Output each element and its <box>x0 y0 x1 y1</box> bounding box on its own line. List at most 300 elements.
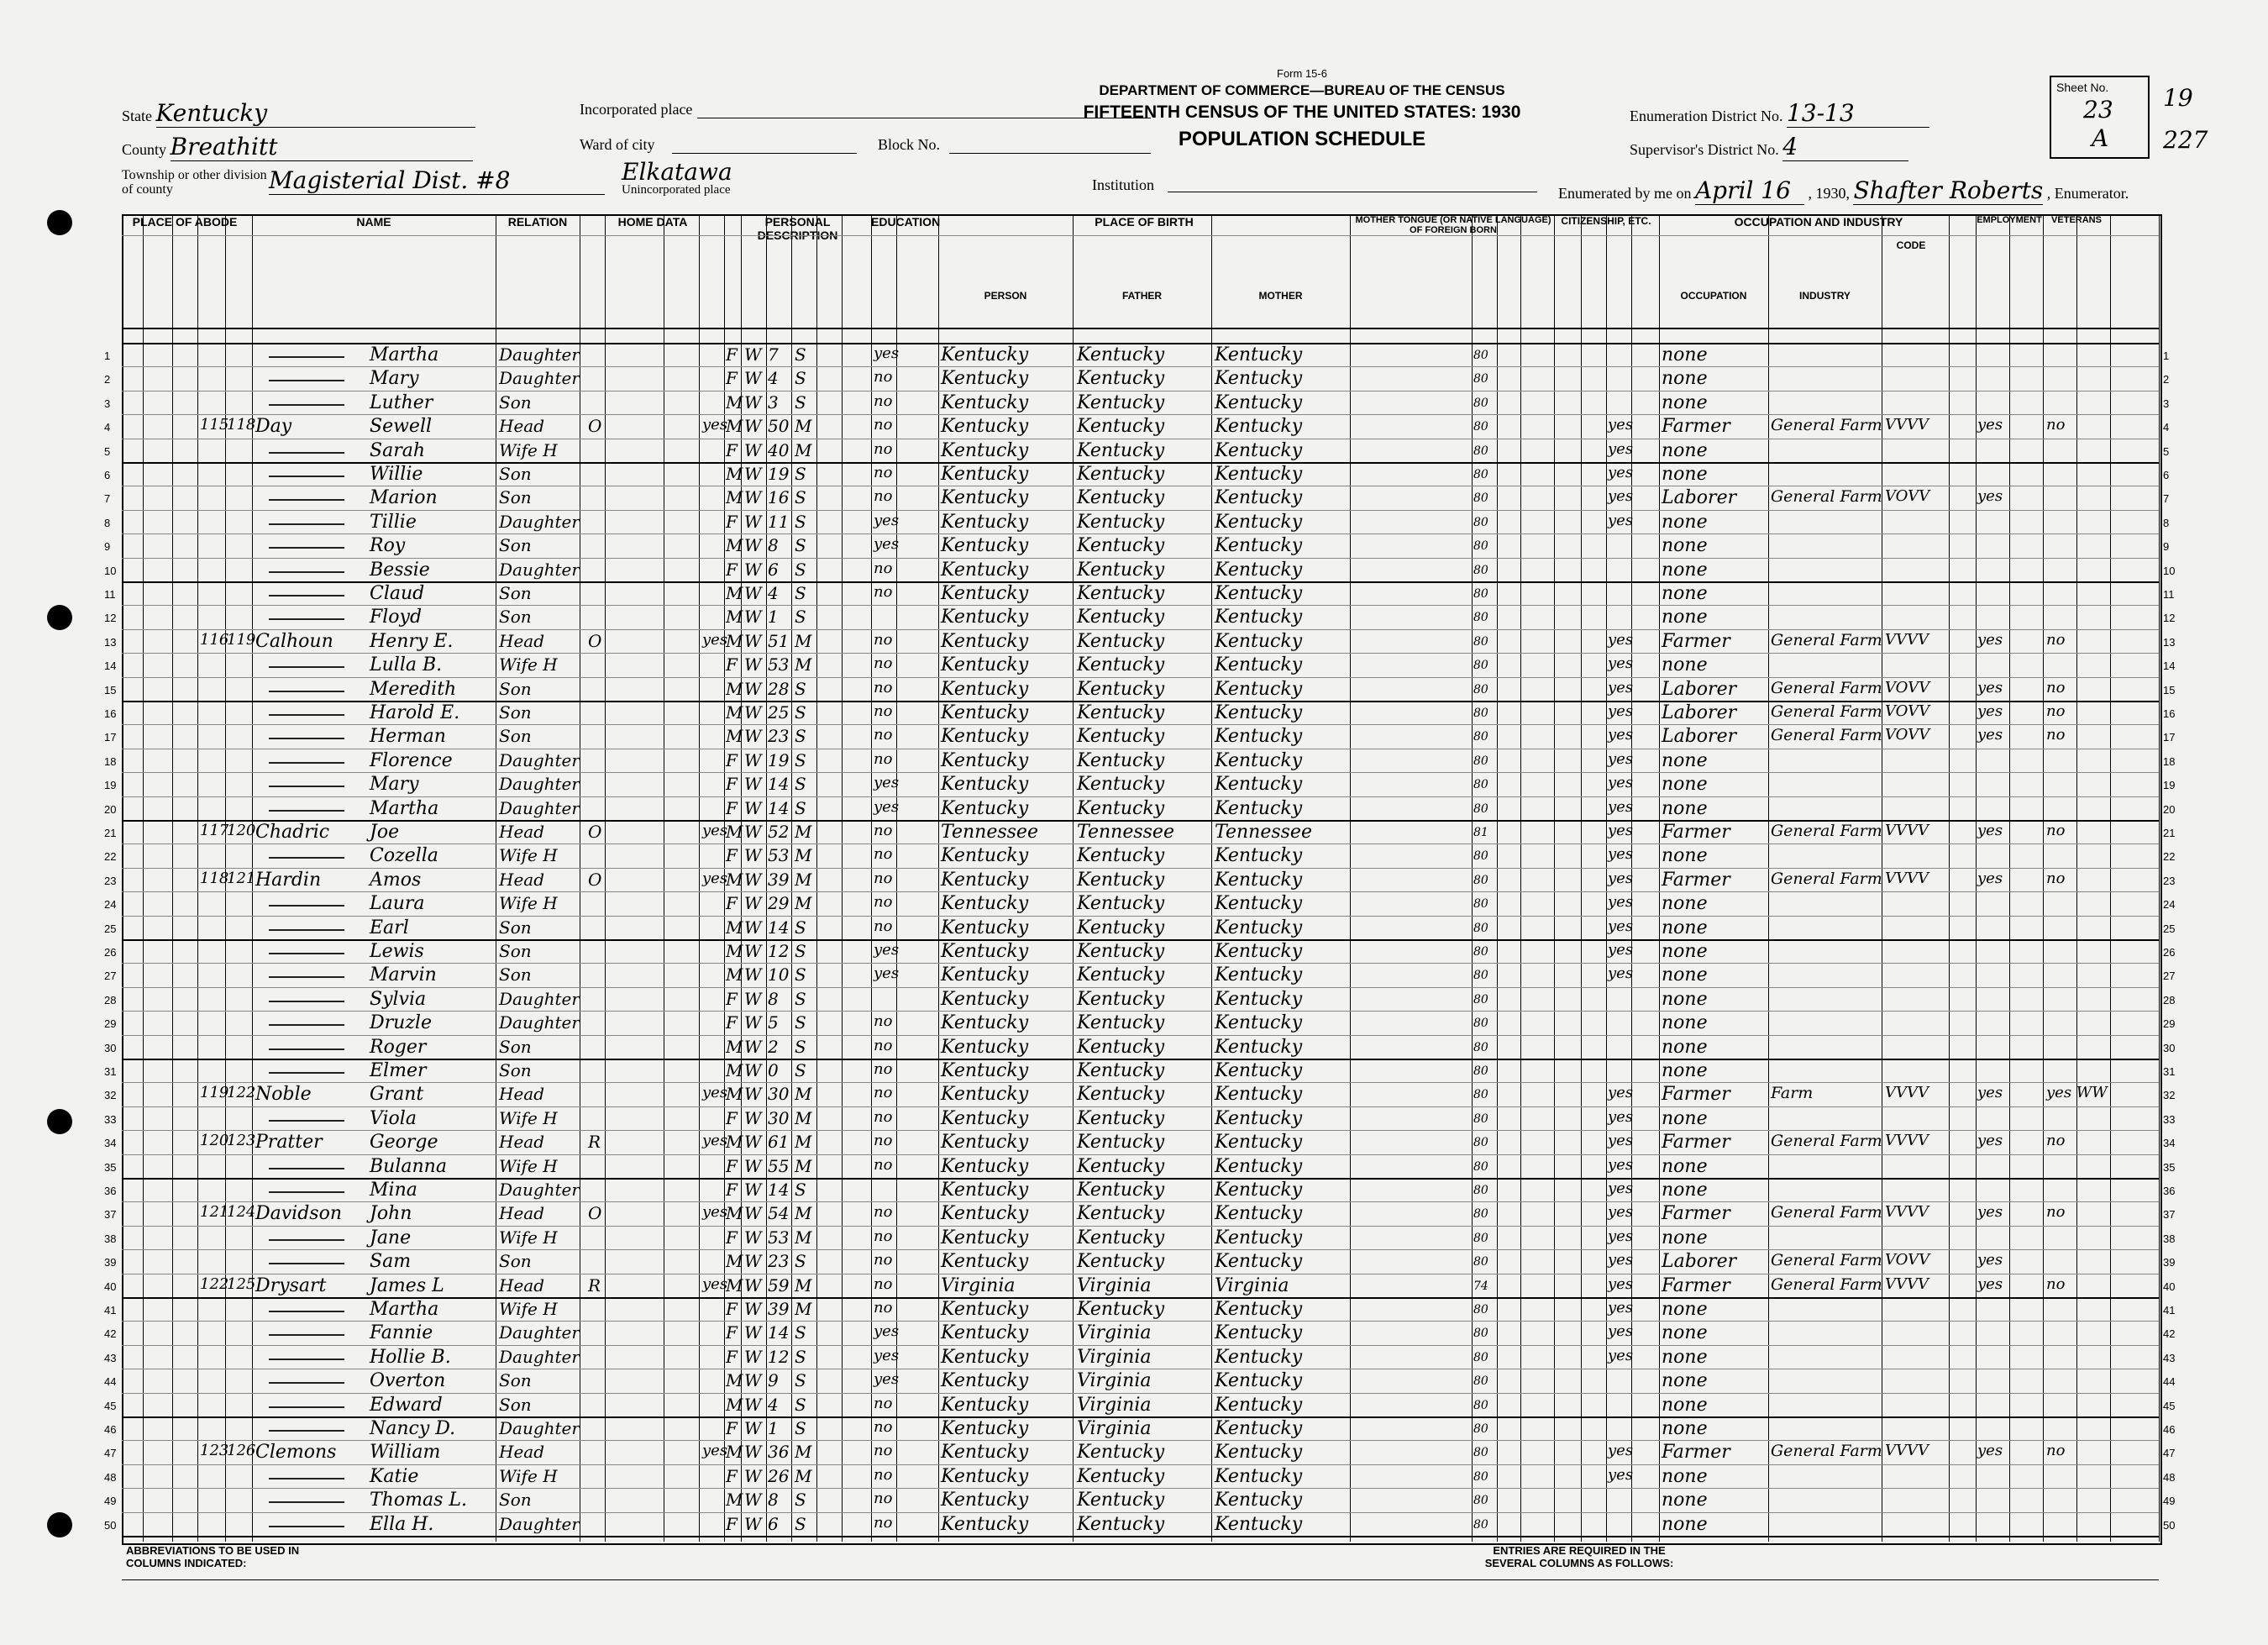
surname-dash <box>269 1168 344 1169</box>
column-rule <box>1976 214 1977 1542</box>
birth-code: 80 <box>1473 1064 1488 1078</box>
occupation: none <box>1662 1370 1708 1392</box>
employed: yes <box>1977 1274 2003 1293</box>
birth-code: 80 <box>1473 1136 1488 1150</box>
race: W <box>744 559 762 580</box>
occupation: none <box>1662 941 1708 962</box>
surname: Davidson <box>255 1203 343 1225</box>
age: 52 <box>768 822 790 842</box>
occupation-code: VVVV <box>1885 416 1929 434</box>
surname-dash <box>269 976 344 978</box>
birthplace-mother: Kentucky <box>1215 869 1303 891</box>
industry: General Farm <box>1771 1203 1882 1222</box>
surname-dash <box>269 1024 344 1026</box>
speaks-english: yes <box>1608 1132 1634 1150</box>
enum-district-label: Enumeration District No. <box>1630 108 1783 124</box>
birthplace-mother: Kentucky <box>1215 1490 1303 1511</box>
row-rule <box>122 1249 2159 1250</box>
school: no <box>874 1418 893 1436</box>
column-rule <box>1949 214 1950 1542</box>
sex: M <box>726 964 743 985</box>
birth-code: 80 <box>1473 992 1488 1006</box>
row-number: 7 <box>104 492 111 506</box>
row-rule <box>122 939 2159 941</box>
township-label: Township or other division of county <box>122 168 267 197</box>
speaks-english: yes <box>1608 439 1634 458</box>
subhead-code: CODE <box>1896 239 1926 251</box>
birthplace-person: Kentucky <box>941 1155 1029 1177</box>
birthplace-mother: Kentucky <box>1215 964 1303 986</box>
surname-dash <box>269 571 344 573</box>
surname-dash <box>269 810 344 812</box>
row-number-right: 33 <box>2163 1112 2176 1126</box>
surname: Day <box>255 416 292 438</box>
occupation: none <box>1662 1418 1708 1439</box>
sex: M <box>726 392 743 413</box>
birthplace-father: Kentucky <box>1077 1203 1165 1225</box>
age: 14 <box>768 797 790 818</box>
employed: yes <box>1977 678 2003 696</box>
occupation-code: VVVV <box>1885 1203 1929 1222</box>
occupation: Farmer <box>1662 869 1730 891</box>
row-number: 16 <box>104 707 117 720</box>
row-rule <box>122 891 2159 892</box>
marital: S <box>795 1346 806 1367</box>
row-number-right: 9 <box>2163 540 2170 554</box>
family-number: 126 <box>227 1442 256 1460</box>
surname-dash <box>269 547 344 549</box>
row-number: 4 <box>104 421 111 434</box>
birth-code: 80 <box>1473 611 1488 625</box>
row-number-right: 18 <box>2163 754 2176 768</box>
speaks-english: yes <box>1608 774 1634 792</box>
column-rule <box>1350 214 1351 1542</box>
industry: General Farm <box>1771 1274 1882 1294</box>
birthplace-person: Kentucky <box>941 964 1029 986</box>
relation: Son <box>499 702 532 723</box>
birthplace-father: Virginia <box>1077 1322 1152 1344</box>
speaks-english: yes <box>1608 1465 1634 1484</box>
birthplace-person: Kentucky <box>941 893 1029 915</box>
marital: M <box>795 869 812 890</box>
school: no <box>874 654 893 673</box>
family-number: 118 <box>227 416 256 434</box>
surname: Pratter <box>255 1132 323 1154</box>
column-rule <box>816 214 817 1542</box>
marital: M <box>795 822 812 842</box>
age: 8 <box>768 1490 779 1511</box>
given-name: Jane <box>370 1227 412 1248</box>
band-personal-description: PERSONAL DESCRIPTION <box>757 215 838 242</box>
dwelling-number: 119 <box>200 1084 229 1102</box>
race: W <box>744 964 762 985</box>
age: 23 <box>768 1251 790 1272</box>
veteran: no <box>2046 1132 2066 1150</box>
age: 1 <box>768 607 779 628</box>
school: no <box>874 583 893 601</box>
age: 12 <box>768 941 790 961</box>
home-owned: R <box>588 1132 601 1153</box>
birthplace-father: Kentucky <box>1077 464 1165 485</box>
marital: M <box>795 1107 812 1128</box>
employed: yes <box>1977 1203 2003 1222</box>
marital: M <box>795 1132 812 1153</box>
birthplace-father: Kentucky <box>1077 487 1165 509</box>
sex: M <box>726 1251 743 1272</box>
sex: F <box>726 1180 738 1200</box>
veteran: no <box>2046 702 2066 720</box>
marital: M <box>795 1155 812 1176</box>
race: W <box>744 1155 762 1176</box>
home-owned: O <box>588 869 602 890</box>
birthplace-father: Kentucky <box>1077 607 1165 628</box>
marital: S <box>795 988 806 1009</box>
school: yes <box>874 1370 900 1389</box>
sex: F <box>726 1107 738 1128</box>
relation: Wife H <box>499 439 558 460</box>
corner-number-2: 227 <box>2163 126 2208 154</box>
birthplace-father: Kentucky <box>1077 511 1165 533</box>
row-number: 21 <box>104 827 117 839</box>
relation: Head <box>499 1274 545 1296</box>
relation: Daughter <box>499 1513 580 1534</box>
row-rule <box>122 1393 2159 1394</box>
race: W <box>744 1299 762 1319</box>
band-education: EDUCATION <box>871 215 941 229</box>
age: 2 <box>768 1036 779 1057</box>
surname-dash <box>269 1001 344 1002</box>
age: 19 <box>768 749 790 770</box>
header-rule <box>122 328 2159 329</box>
birthplace-father: Kentucky <box>1077 1513 1165 1535</box>
row-number: 31 <box>104 1065 117 1078</box>
employed: yes <box>1977 416 2003 434</box>
supervisor-field <box>1630 133 1908 161</box>
birthplace-mother: Kentucky <box>1215 845 1303 867</box>
row-number-right: 14 <box>2163 660 2176 673</box>
row-number-right: 39 <box>2163 1256 2176 1269</box>
race: W <box>744 654 762 675</box>
school: no <box>874 917 893 935</box>
enum-district-field <box>1630 99 1929 128</box>
occupation: none <box>1662 1299 1708 1320</box>
relation: Daughter <box>499 797 580 818</box>
birth-code: 80 <box>1473 396 1488 410</box>
marital: S <box>795 774 806 795</box>
age: 12 <box>768 1346 790 1367</box>
birthplace-mother: Kentucky <box>1215 392 1303 413</box>
surname-dash <box>269 691 344 692</box>
band-place-of-birth: PLACE OF BIRTH <box>1095 215 1194 229</box>
marital: M <box>795 1299 812 1319</box>
occupation-code: VVVV <box>1885 1274 1929 1293</box>
race: W <box>744 845 762 866</box>
row-number-right: 30 <box>2163 1041 2176 1054</box>
birth-code: 80 <box>1473 659 1488 673</box>
birth-code: 80 <box>1473 1446 1488 1460</box>
speaks-english: yes <box>1608 464 1634 481</box>
birth-code: 80 <box>1473 897 1488 912</box>
speaks-english: yes <box>1608 917 1634 935</box>
sex: F <box>726 1227 738 1248</box>
veteran: yes WW <box>2046 1084 2108 1102</box>
birthplace-person: Kentucky <box>941 511 1029 533</box>
marital: S <box>795 487 806 508</box>
row-rule <box>122 510 2159 511</box>
birthplace-mother: Kentucky <box>1215 1180 1303 1201</box>
surname-dash <box>269 929 344 931</box>
race: W <box>744 1465 762 1486</box>
given-name: Overton <box>370 1370 446 1392</box>
birth-code: 80 <box>1473 1494 1488 1508</box>
surname-dash <box>269 1239 344 1241</box>
row-number: 19 <box>104 779 117 792</box>
birthplace-person: Kentucky <box>941 941 1029 962</box>
occupation-code: VVVV <box>1885 822 1929 839</box>
age: 14 <box>768 1322 790 1343</box>
birthplace-mother: Kentucky <box>1215 1227 1303 1248</box>
birth-code: 80 <box>1473 1159 1488 1174</box>
birthplace-mother: Kentucky <box>1215 1251 1303 1273</box>
given-name: Nancy D. <box>370 1418 456 1439</box>
birth-code: 81 <box>1473 826 1488 839</box>
occupation-code: VVVV <box>1885 1132 1929 1150</box>
ward-line <box>672 153 857 154</box>
birthplace-father: Kentucky <box>1077 869 1165 891</box>
marital: M <box>795 1465 812 1486</box>
birthplace-mother: Kentucky <box>1215 917 1303 938</box>
relation: Son <box>499 487 532 508</box>
relation: Daughter <box>499 559 580 580</box>
birth-code: 80 <box>1473 563 1488 577</box>
employed: yes <box>1977 630 2003 649</box>
corner-number: 19 <box>2163 84 2193 112</box>
speaks-english: yes <box>1608 941 1634 959</box>
birth-code: 80 <box>1473 730 1488 744</box>
relation: Son <box>499 1394 532 1415</box>
surname-dash <box>269 1526 344 1527</box>
birthplace-father: Kentucky <box>1077 964 1165 986</box>
occupation: none <box>1662 749 1708 771</box>
row-number: 44 <box>104 1375 117 1389</box>
birthplace-mother: Kentucky <box>1215 607 1303 628</box>
marital: M <box>795 439 812 460</box>
punch-hole <box>47 605 72 630</box>
occupation: Laborer <box>1662 1251 1737 1273</box>
birthplace-mother: Kentucky <box>1215 1084 1303 1106</box>
surname-dash <box>269 523 344 525</box>
occupation-code: VVVV <box>1885 1084 1929 1102</box>
row-rule <box>122 1059 2159 1060</box>
surname-dash <box>269 666 344 668</box>
surname-dash <box>269 1311 344 1312</box>
occupation: none <box>1662 607 1708 628</box>
home-owned: O <box>588 822 602 842</box>
row-number: 41 <box>104 1304 117 1317</box>
age: 7 <box>768 344 779 365</box>
enum-district-value: 13-13 <box>1787 99 1929 128</box>
school: no <box>874 1274 893 1293</box>
occupation: Laborer <box>1662 678 1737 700</box>
row-rule <box>122 629 2159 630</box>
given-name: Florence <box>370 749 453 771</box>
birthplace-person: Kentucky <box>941 487 1029 509</box>
school: no <box>874 1299 893 1317</box>
row-rule <box>122 1297 2159 1299</box>
marital: S <box>795 583 806 603</box>
employed: yes <box>1977 726 2003 744</box>
birthplace-father: Kentucky <box>1077 439 1165 461</box>
row-number: 33 <box>104 1112 117 1126</box>
sex: F <box>726 749 738 770</box>
enumerator-name: Shafter Roberts <box>1853 176 2044 204</box>
given-name: George <box>370 1132 438 1154</box>
race: W <box>744 822 762 842</box>
radio-set: yes <box>702 1203 728 1222</box>
birth-code: 80 <box>1473 921 1488 935</box>
census-title: FIFTEENTH CENSUS OF THE UNITED STATES: 1930 <box>1083 102 1521 122</box>
relation: Daughter <box>499 1346 580 1367</box>
school: no <box>874 845 893 864</box>
veteran: no <box>2046 416 2066 434</box>
dwelling-number: 120 <box>200 1132 229 1150</box>
school: no <box>874 1513 893 1532</box>
sex: F <box>726 774 738 795</box>
row-number-right: 46 <box>2163 1423 2176 1436</box>
row-rule <box>122 987 2159 988</box>
birthplace-person: Kentucky <box>941 583 1029 604</box>
punch-hole <box>47 1109 72 1134</box>
birthplace-person: Kentucky <box>941 1227 1029 1248</box>
birthplace-person: Kentucky <box>941 1370 1029 1392</box>
occupation: none <box>1662 392 1708 413</box>
marital: S <box>795 1060 806 1080</box>
band-home-data: HOME DATA <box>617 215 688 229</box>
row-number: 24 <box>104 898 117 912</box>
age: 8 <box>768 535 779 556</box>
row-rule <box>122 1130 2159 1131</box>
occupation: none <box>1662 654 1708 676</box>
sex: F <box>726 893 738 914</box>
race: W <box>744 1370 762 1391</box>
relation: Daughter <box>499 1012 580 1033</box>
occupation: Farmer <box>1662 630 1730 652</box>
school: no <box>874 416 893 434</box>
given-name: Lewis <box>370 941 424 962</box>
birthplace-person: Kentucky <box>941 607 1029 628</box>
age: 25 <box>768 702 790 723</box>
row-rule <box>122 796 2159 797</box>
occupation-code: VOVV <box>1885 702 1930 720</box>
birthplace-father: Kentucky <box>1077 845 1165 867</box>
race: W <box>744 344 762 365</box>
birthplace-mother: Kentucky <box>1215 583 1303 604</box>
row-number-right: 36 <box>2163 1185 2176 1197</box>
dwelling-number: 121 <box>200 1203 229 1222</box>
dwelling-number: 122 <box>200 1274 229 1293</box>
race: W <box>744 1513 762 1534</box>
family-number: 122 <box>227 1084 256 1102</box>
row-number-right: 44 <box>2163 1375 2176 1389</box>
surname-dash <box>269 1263 344 1264</box>
column-rule <box>172 214 173 1542</box>
race: W <box>744 1490 762 1511</box>
school: no <box>874 1084 893 1102</box>
row-number-right: 31 <box>2163 1065 2176 1078</box>
row-number: 22 <box>104 850 117 864</box>
surname-dash <box>269 1430 344 1432</box>
speaks-english: yes <box>1608 487 1634 506</box>
relation: Daughter <box>499 511 580 532</box>
sex: F <box>726 1299 738 1319</box>
race: W <box>744 917 762 938</box>
age: 55 <box>768 1155 790 1176</box>
row-number: 40 <box>104 1280 117 1293</box>
family-number: 119 <box>227 630 256 649</box>
birthplace-mother: Kentucky <box>1215 1132 1303 1154</box>
marital: M <box>795 1274 812 1296</box>
birth-code: 80 <box>1473 1350 1488 1364</box>
surname-dash <box>269 595 344 597</box>
given-name: Tillie <box>370 511 417 533</box>
block-line <box>949 153 1151 154</box>
given-name: Amos <box>370 869 422 891</box>
given-name: Druzle <box>370 1012 432 1034</box>
birthplace-father: Kentucky <box>1077 893 1165 915</box>
ward-label: Ward of city <box>580 136 655 153</box>
surname-dash <box>269 1334 344 1336</box>
marital: M <box>795 416 812 437</box>
dwelling-number: 116 <box>200 630 229 649</box>
surname-dash <box>269 762 344 764</box>
surname: Calhoun <box>255 630 333 652</box>
birthplace-mother: Kentucky <box>1215 1418 1303 1439</box>
race: W <box>744 392 762 413</box>
school: yes <box>874 1322 900 1341</box>
row-number: 48 <box>104 1470 117 1484</box>
row-number-right: 5 <box>2163 444 2170 458</box>
birthplace-mother: Kentucky <box>1215 1394 1303 1416</box>
race: W <box>744 1012 762 1033</box>
veteran: no <box>2046 869 2066 887</box>
race: W <box>744 702 762 723</box>
age: 10 <box>768 964 790 985</box>
age: 39 <box>768 869 790 890</box>
surname-dash <box>269 356 344 358</box>
birthplace-father: Virginia <box>1077 1346 1152 1368</box>
surname: Drysart <box>255 1274 327 1296</box>
sex: F <box>726 344 738 365</box>
relation: Wife H <box>499 845 558 866</box>
given-name: William <box>370 1442 441 1464</box>
birthplace-father: Virginia <box>1077 1370 1152 1392</box>
form-number: Form 15-6 <box>1277 67 1327 80</box>
occupation-code: VOVV <box>1885 487 1930 506</box>
sex: M <box>726 607 743 628</box>
race: W <box>744 1418 762 1438</box>
sex: F <box>726 1322 738 1343</box>
birthplace-father: Kentucky <box>1077 654 1165 676</box>
birthplace-person: Kentucky <box>941 1036 1029 1058</box>
birthplace-person: Kentucky <box>941 1442 1029 1464</box>
footer-abbreviations: ABBREVIATIONS TO BE USED IN COLUMNS INDICATED: <box>126 1544 300 1569</box>
relation: Son <box>499 941 532 961</box>
school: yes <box>874 1346 900 1364</box>
age: 54 <box>768 1203 790 1224</box>
birthplace-father: Kentucky <box>1077 368 1165 390</box>
birth-code: 80 <box>1473 539 1488 554</box>
occupation-code: VVVV <box>1885 1442 1929 1460</box>
